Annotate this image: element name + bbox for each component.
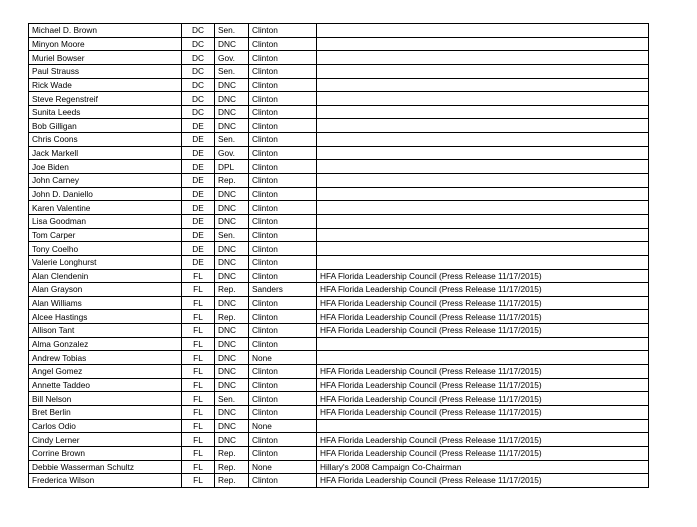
cell-notes: HFA Florida Leadership Council (Press Release 11/17/2015) [317,446,649,460]
cell-endorsement: Clinton [249,242,317,256]
table-row [29,255,649,269]
cell-name: Alan Grayson [29,283,182,297]
cell-state: FL [182,351,215,365]
cell-state: FL [182,310,215,324]
cell-notes [317,228,649,242]
cell-name: Alma Gonzalez [29,337,182,351]
cell-name: Frederica Wilson [29,474,182,488]
cell-state: DE [182,146,215,160]
cell-name: John Carney [29,174,182,188]
cell-name: Sunita Leeds [29,105,182,119]
cell-role: Sen. [215,392,249,406]
table-row [29,78,649,92]
cell-name: Minyon Moore [29,37,182,51]
cell-role: Rep. [215,474,249,488]
table-row [29,405,649,419]
table-row [29,160,649,174]
cell-endorsement: Clinton [249,105,317,119]
table-row [29,269,649,283]
table-row [29,92,649,106]
cell-state: DC [182,24,215,38]
table-row [29,324,649,338]
cell-notes [317,187,649,201]
table-row [29,419,649,433]
cell-name: Rick Wade [29,78,182,92]
cell-notes [317,419,649,433]
cell-notes [317,37,649,51]
cell-name: Lisa Goodman [29,214,182,228]
cell-state: DE [182,133,215,147]
cell-role: DNC [215,433,249,447]
cell-name: Cindy Lerner [29,433,182,447]
cell-state: FL [182,392,215,406]
cell-name: Valerie Longhurst [29,255,182,269]
cell-endorsement: Clinton [249,133,317,147]
cell-endorsement: Clinton [249,187,317,201]
cell-name: Corrine Brown [29,446,182,460]
cell-notes: HFA Florida Leadership Council (Press Release 11/17/2015) [317,269,649,283]
cell-notes [317,51,649,65]
cell-endorsement: Clinton [249,214,317,228]
table-row [29,146,649,160]
cell-notes: HFA Florida Leadership Council (Press Release 11/17/2015) [317,296,649,310]
cell-endorsement: Clinton [249,37,317,51]
cell-notes [317,64,649,78]
cell-endorsement: Clinton [249,310,317,324]
cell-endorsement: Clinton [249,378,317,392]
cell-notes: HFA Florida Leadership Council (Press Release 11/17/2015) [317,474,649,488]
cell-state: FL [182,324,215,338]
cell-state: FL [182,405,215,419]
cell-role: Sen. [215,24,249,38]
cell-endorsement: Clinton [249,365,317,379]
table-row [29,187,649,201]
table-row [29,283,649,297]
cell-endorsement: Clinton [249,119,317,133]
cell-notes [317,255,649,269]
table-row [29,51,649,65]
cell-notes [317,78,649,92]
cell-role: Gov. [215,51,249,65]
table-row [29,242,649,256]
cell-role: DNC [215,269,249,283]
cell-name: Andrew Tobias [29,351,182,365]
table-row [29,37,649,51]
cell-endorsement: Clinton [249,269,317,283]
table-row [29,296,649,310]
cell-role: DNC [215,351,249,365]
cell-notes [317,24,649,38]
table-row [29,64,649,78]
cell-notes [317,160,649,174]
cell-state: DE [182,119,215,133]
cell-role: Sen. [215,133,249,147]
cell-notes [317,146,649,160]
cell-endorsement: Clinton [249,78,317,92]
table-row [29,214,649,228]
cell-state: FL [182,296,215,310]
cell-notes [317,214,649,228]
cell-notes: HFA Florida Leadership Council (Press Release 11/17/2015) [317,433,649,447]
table-row [29,228,649,242]
table-row [29,119,649,133]
cell-notes: HFA Florida Leadership Council (Press Release 11/17/2015) [317,310,649,324]
cell-state: DC [182,105,215,119]
cell-endorsement: None [249,460,317,474]
cell-notes [317,92,649,106]
cell-notes [317,133,649,147]
cell-state: FL [182,474,215,488]
cell-role: Rep. [215,283,249,297]
cell-name: Karen Valentine [29,201,182,215]
cell-state: DE [182,228,215,242]
table-row [29,378,649,392]
cell-role: Rep. [215,310,249,324]
cell-name: Tom Carper [29,228,182,242]
cell-endorsement: Clinton [249,146,317,160]
cell-endorsement: Clinton [249,174,317,188]
cell-role: DNC [215,187,249,201]
cell-role: DNC [215,214,249,228]
table-row [29,310,649,324]
table-row [29,433,649,447]
cell-endorsement: Clinton [249,24,317,38]
cell-endorsement: Clinton [249,296,317,310]
cell-name: Jack Markell [29,146,182,160]
delegate-table-body [29,24,649,488]
cell-name: Angel Gomez [29,365,182,379]
cell-state: DC [182,64,215,78]
table-row [29,392,649,406]
cell-state: DE [182,255,215,269]
cell-state: FL [182,337,215,351]
cell-role: Sen. [215,228,249,242]
cell-name: Joe Biden [29,160,182,174]
cell-endorsement: Clinton [249,337,317,351]
cell-state: FL [182,446,215,460]
cell-state: DC [182,92,215,106]
cell-role: DNC [215,337,249,351]
cell-notes [317,174,649,188]
table-row [29,474,649,488]
cell-role: Sen. [215,64,249,78]
cell-role: DNC [215,78,249,92]
cell-name: Chris Coons [29,133,182,147]
delegate-table [28,23,649,488]
cell-role: DPL [215,160,249,174]
cell-endorsement: None [249,419,317,433]
cell-name: Bret Berlin [29,405,182,419]
cell-name: Michael D. Brown [29,24,182,38]
cell-state: FL [182,460,215,474]
cell-endorsement: Clinton [249,324,317,338]
table-row [29,24,649,38]
cell-role: DNC [215,324,249,338]
cell-endorsement: Clinton [249,392,317,406]
cell-name: Alan Clendenin [29,269,182,283]
cell-notes [317,201,649,215]
cell-name: Carlos Odio [29,419,182,433]
cell-state: FL [182,283,215,297]
table-row [29,201,649,215]
cell-state: FL [182,378,215,392]
cell-name: Annette Taddeo [29,378,182,392]
cell-name: Debbie Wasserman Schultz [29,460,182,474]
cell-endorsement: Clinton [249,446,317,460]
cell-notes: Hillary's 2008 Campaign Co-Chairman [317,460,649,474]
cell-endorsement: Clinton [249,255,317,269]
table-row [29,460,649,474]
cell-endorsement: Clinton [249,405,317,419]
cell-state: DC [182,37,215,51]
cell-notes: HFA Florida Leadership Council (Press Release 11/17/2015) [317,378,649,392]
cell-endorsement: Clinton [249,433,317,447]
cell-state: FL [182,365,215,379]
cell-state: FL [182,269,215,283]
cell-role: Rep. [215,446,249,460]
cell-endorsement: Clinton [249,160,317,174]
cell-notes: HFA Florida Leadership Council (Press Release 11/17/2015) [317,324,649,338]
cell-role: DNC [215,92,249,106]
cell-state: DE [182,174,215,188]
cell-notes [317,337,649,351]
cell-notes [317,242,649,256]
cell-role: Rep. [215,174,249,188]
cell-endorsement: Clinton [249,64,317,78]
cell-state: DE [182,242,215,256]
cell-role: DNC [215,119,249,133]
cell-role: DNC [215,105,249,119]
cell-endorsement: Clinton [249,92,317,106]
cell-endorsement: Clinton [249,474,317,488]
table-row [29,174,649,188]
cell-name: Alan Williams [29,296,182,310]
cell-notes [317,119,649,133]
cell-name: Steve Regenstreif [29,92,182,106]
cell-role: DNC [215,405,249,419]
table-row [29,351,649,365]
cell-notes: HFA Florida Leadership Council (Press Release 11/17/2015) [317,283,649,297]
cell-notes [317,105,649,119]
cell-state: DC [182,51,215,65]
cell-name: Bill Nelson [29,392,182,406]
cell-role: DNC [215,255,249,269]
cell-name: Alcee Hastings [29,310,182,324]
cell-state: DE [182,187,215,201]
cell-state: FL [182,433,215,447]
cell-name: Allison Tant [29,324,182,338]
cell-name: Paul Strauss [29,64,182,78]
cell-notes: HFA Florida Leadership Council (Press Release 11/17/2015) [317,365,649,379]
cell-name: John D. Daniello [29,187,182,201]
cell-state: DE [182,214,215,228]
cell-role: DNC [215,201,249,215]
table-row [29,133,649,147]
cell-state: DC [182,78,215,92]
cell-role: DNC [215,296,249,310]
cell-endorsement: Clinton [249,201,317,215]
cell-notes: HFA Florida Leadership Council (Press Release 11/17/2015) [317,405,649,419]
cell-name: Bob Gilligan [29,119,182,133]
cell-role: Gov. [215,146,249,160]
cell-role: Rep. [215,460,249,474]
cell-state: FL [182,419,215,433]
cell-notes [317,351,649,365]
cell-state: DE [182,201,215,215]
cell-endorsement: None [249,351,317,365]
cell-role: DNC [215,365,249,379]
cell-role: DNC [215,378,249,392]
cell-endorsement: Sanders [249,283,317,297]
cell-name: Muriel Bowser [29,51,182,65]
cell-role: DNC [215,242,249,256]
cell-role: DNC [215,37,249,51]
cell-name: Tony Coelho [29,242,182,256]
table-row [29,446,649,460]
cell-notes: HFA Florida Leadership Council (Press Release 11/17/2015) [317,392,649,406]
table-row [29,365,649,379]
table-row [29,337,649,351]
table-row [29,105,649,119]
cell-state: DE [182,160,215,174]
cell-endorsement: Clinton [249,228,317,242]
cell-role: DNC [215,419,249,433]
cell-endorsement: Clinton [249,51,317,65]
